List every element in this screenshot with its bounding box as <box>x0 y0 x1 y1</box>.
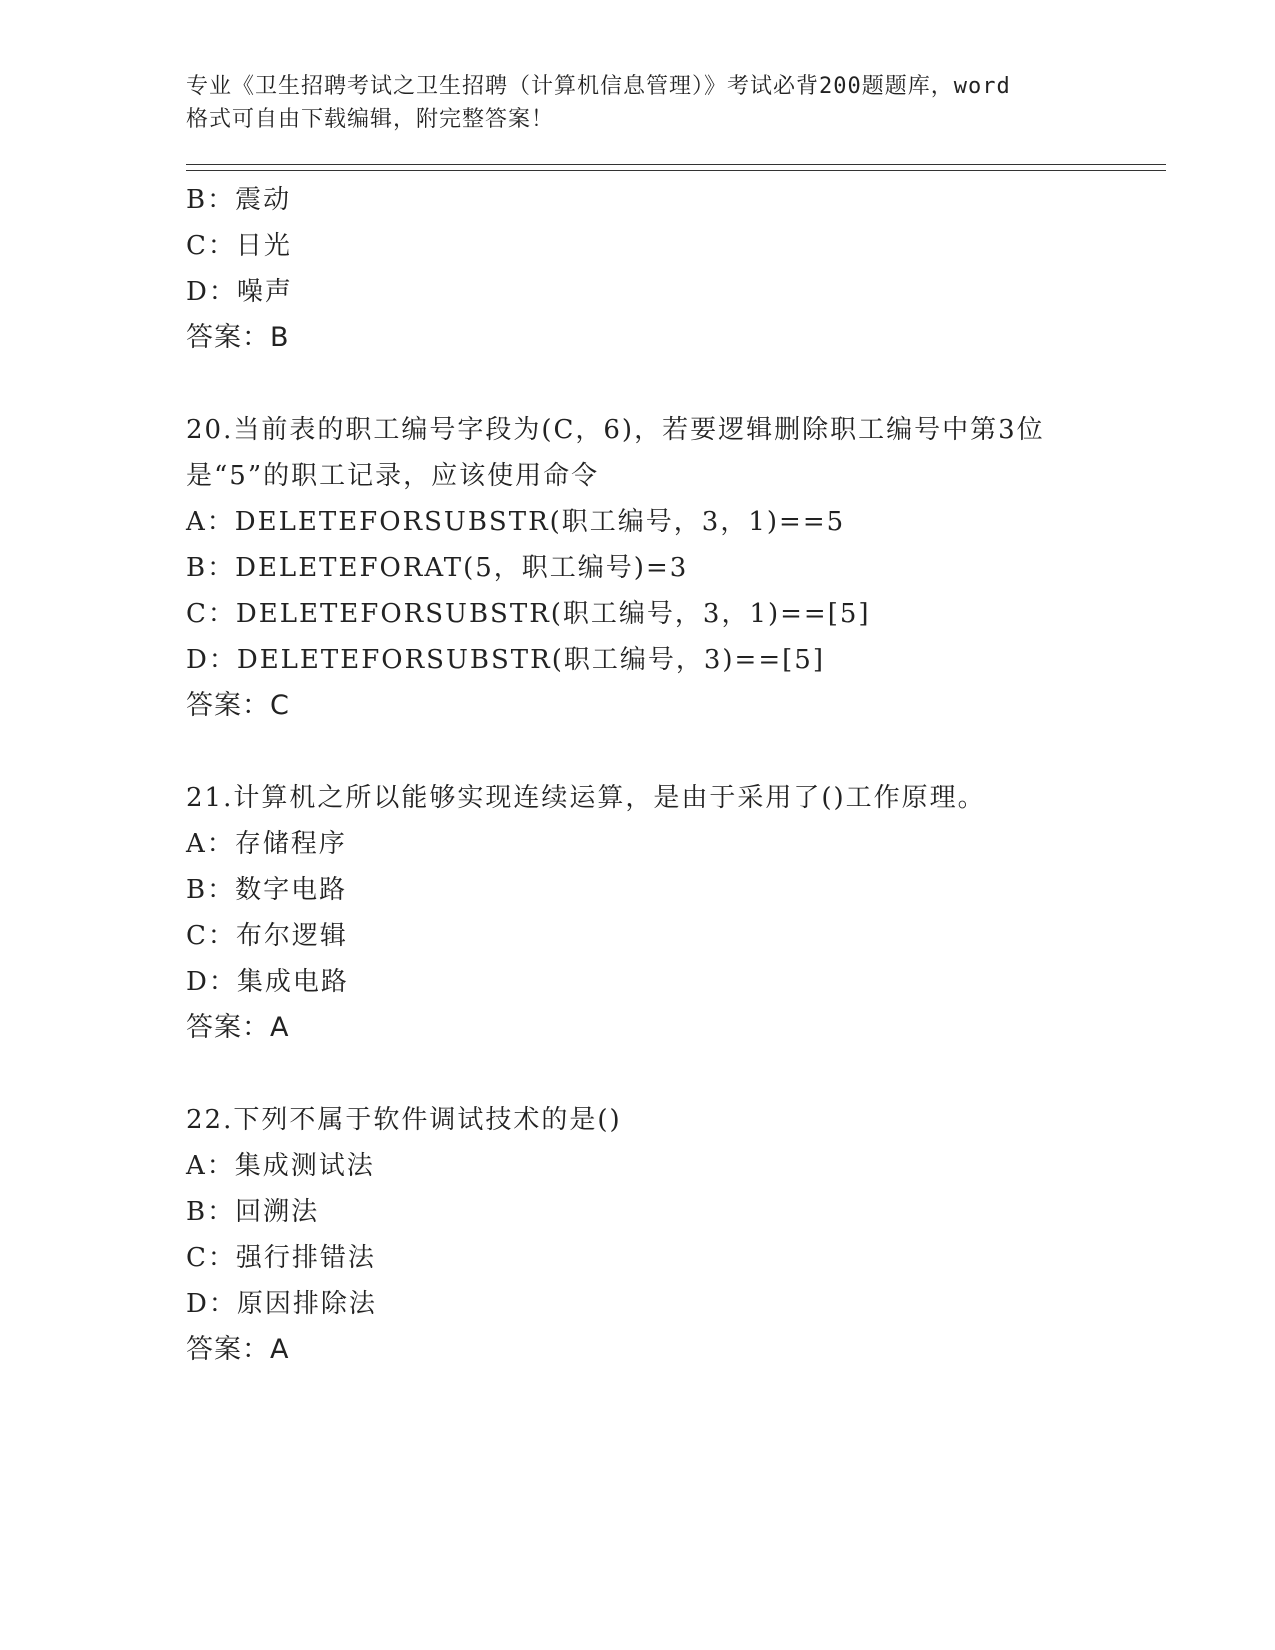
option-a: A：DELETEFORSUBSTR(职工编号，3，1)==5 <box>186 507 846 537</box>
question-20 <box>186 407 1166 729</box>
option-a: A：集成测试法 <box>186 1151 375 1181</box>
option-d: D：噪声 <box>186 277 293 307</box>
document-header <box>186 70 1166 136</box>
question-19-continuation <box>186 177 1166 361</box>
option-c: C：强行排错法 <box>186 1243 376 1273</box>
option-d: D：原因排除法 <box>186 1289 377 1319</box>
document-body <box>186 177 1166 1373</box>
question-22 <box>186 1097 1166 1373</box>
question-stem-line-2: 是“5”的职工记录，应该使用命令 <box>186 461 600 491</box>
answer-line: 答案：A <box>186 1334 290 1365</box>
document-page <box>186 70 1166 1373</box>
question-stem-line-1: 21.计算机之所以能够实现连续运算，是由于采用了()工作原理。 <box>186 783 986 813</box>
header-divider <box>186 164 1166 171</box>
answer-line: 答案：A <box>186 1012 290 1043</box>
question-stem-line-1: 22.下列不属于软件调试技术的是() <box>186 1105 622 1135</box>
option-c: C：DELETEFORSUBSTR(职工编号，3，1)==[5] <box>186 599 871 629</box>
option-a: A：存储程序 <box>186 829 347 859</box>
option-b: B：回溯法 <box>186 1197 320 1227</box>
header-line-2: 格式可自由下载编辑，附完整答案！ <box>186 107 555 132</box>
question-21 <box>186 775 1166 1051</box>
option-b: B：DELETEFORAT(5，职工编号)=3 <box>186 553 689 583</box>
answer-line: 答案：B <box>186 322 290 353</box>
option-d: D：DELETEFORSUBSTR(职工编号，3)==[5] <box>186 645 825 675</box>
header-line-1: 专业《卫生招聘考试之卫生招聘（计算机信息管理）》考试必背200题题库，word <box>186 74 1011 99</box>
option-d: D：集成电路 <box>186 967 349 997</box>
answer-line: 答案：C <box>186 690 290 721</box>
question-stem-line-1: 20.当前表的职工编号字段为(C，6)，若要逻辑删除职工编号中第3位 <box>186 415 1045 445</box>
option-b: B：震动 <box>186 185 292 215</box>
option-b: B：数字电路 <box>186 875 348 905</box>
option-c: C：日光 <box>186 231 292 261</box>
option-c: C：布尔逻辑 <box>186 921 348 951</box>
